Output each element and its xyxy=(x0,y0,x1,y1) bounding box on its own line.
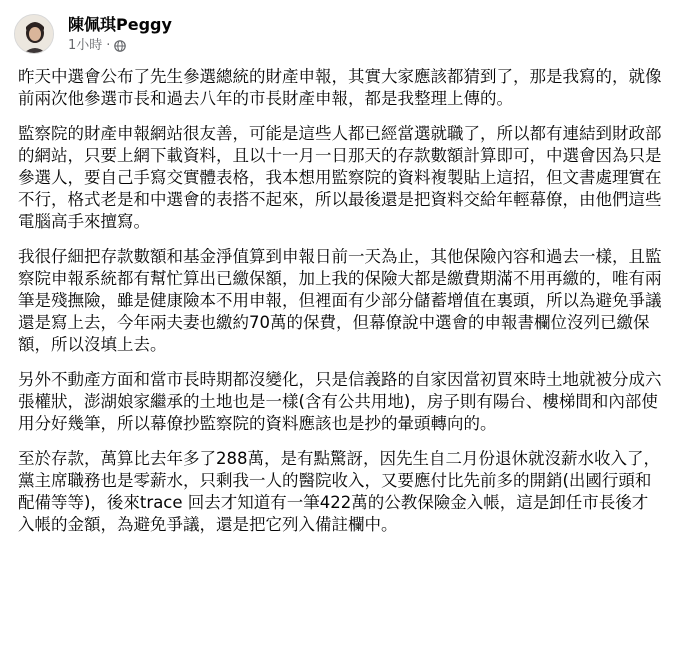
post-paragraph-4: 另外不動產方面和當市長時期都沒變化，只是信義路的自家因當初買來時土地就被分成六張權狀，澎湖娘家繼承的土地也是一樣(含有公共用地)，房子則有陽台、樓梯間和內部使用分好幾筆，所以幕僚抄監察院的資料應該也是抄的暈頭轉向的。 xyxy=(18,370,662,433)
profile-photo-icon xyxy=(15,15,54,54)
post-paragraph-3: 我很仔細把存款數額和基金淨值算到申報日前一天為止，其他保險內容和過去一樣，且監察院申報系統都有幫忙算出已繳保額，加上我的保險大都是繳費期滿不用再繳的，唯有兩筆是殘撫險，雖是健康險本不用申報，但裡面有少部分儲蓄增值在裏頭，所以為避免爭議還是寫上去，今年兩夫妻也繳約70萬的保費，但幕僚說中選會的申報書欄位沒列已繳保額，所以沒填上去。 xyxy=(18,247,662,354)
author-name[interactable]: 陳佩琪Peggy xyxy=(68,14,172,34)
post-paragraph-2: 監察院的財產申報網站很友善，可能是這些人都已經當選就職了，所以都有連結到財政部的網站，只要上網下載資料，且以十一月一日那天的存款數額計算即可，中選會因為只是參選人，要自己手寫交實體表格，我本想用監察院的資料複製貼上這招，但文書處理實在不行，格式老是和中選會的表搭不起來，所以最後還是把資料交給年輕幕僚，由他們這些電腦高手來擅寫。 xyxy=(18,124,662,231)
author-avatar[interactable] xyxy=(14,14,54,54)
post-timestamp[interactable]: 1小時 xyxy=(68,37,103,53)
globe-icon[interactable] xyxy=(114,40,126,52)
post-body xyxy=(18,66,664,549)
post-header xyxy=(14,10,172,58)
post-paragraph-1: 昨天中選會公布了先生參選總統的財產申報，其實大家應該都猜到了，那是我寫的，就像前兩次他參選市長和過去八年的市長財產申報，都是我整理上傳的。 xyxy=(18,67,662,108)
post-meta xyxy=(68,15,172,54)
time-row xyxy=(68,38,172,54)
post-paragraph-5: 至於存款，萬算比去年多了288萬，是有點驚訝，因先生自二月份退休就沒薪水收入了，黨主席職務也是零薪水，只剩我一人的醫院收入，又要應付比先前多的開銷(出國行頭和配備等等)，後來trace 回去才知道有一筆422萬的公教保險金入帳，這是卸任市長後才入帳的金額，為避免爭議，還是把它列入備註欄中。 xyxy=(18,449,660,534)
separator-dot: · xyxy=(106,37,111,53)
